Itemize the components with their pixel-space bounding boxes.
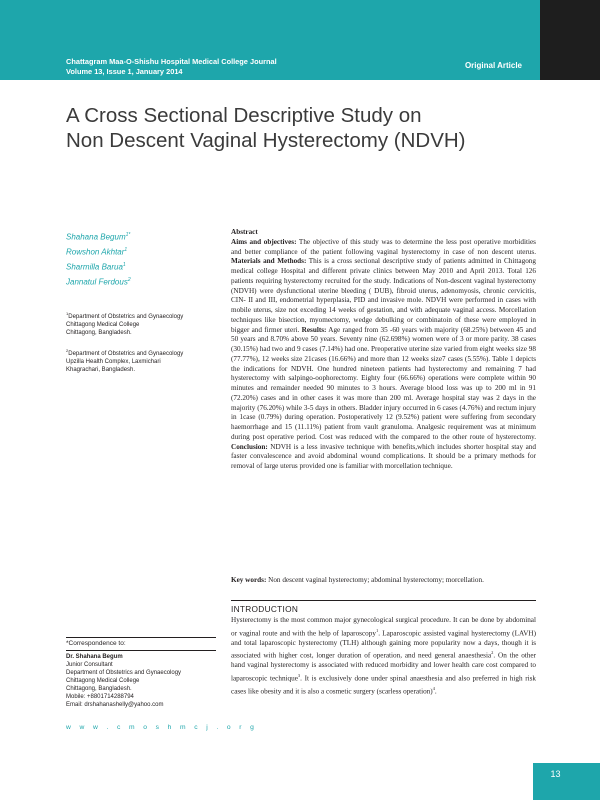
journal-website: w w w . c m o s h m c j . o r g [66,724,258,731]
introduction-body: Hysterectomy is the most common major gynecological surgical procedure. It can be done by abdominal or vaginal route and with the help of laparoscopy$^1$. Laparoscopic assisted vaginal hysterectomy (LAVH) and total laparoscopic hysterectomy (TLH) although gaining more popularity now a days, though it is associated with higher cost, longer duration of operation, and need general anaesthesia$^2$. On the other hand vaginal hysterectomy is associated with reduced morbidity and lower health care cost compared to laparoscopic technique$^3$. It is exclusively done under spinal anaesthesia and also preferred in high risk cases like obesity and it is also a cosmetic surgery (scarless operation)$^4$. [231,616,536,696]
correspondence-divider-top [66,637,216,638]
correspondence-block: Dr. Shahana Begum Junior Consultant Department of Obstetrics and Gynaecology Chittagong Medical College Chittagong, Bangladesh. Mobile: +8801714288794 Email: drshahanashelly@yahoo.com [66,653,226,709]
title-line-1: A Cross Sectional Descriptive Study on [66,104,422,127]
author: Rowshon Akhtar$^1$ [66,246,128,257]
abstract-body: Aims and objectives: The objective of this study was to determine the less post operative morbidities and better compliance of the patient following vaginal hysterectomy in case of non descent uterus. Materials and Methods: This is a cross sectional descriptive study of patients admitted in Chittagong medical college Hospital and different private clinics between May 2010 and April 2013. Total 126 patients requiring hysterectomy recruited for the study. Indications of Non-descent vaginal hysterectomy (NDVH) were dysfunctional uterine bleeding ( DUB), fibroid uterus, adenomyosis, chronic cervicitis, CIN- II and III, endometrial hyperplasia, PID and invasive mole. NDVH were performed in cases with mobile uterus, size not exceding 14 weeks of gestation, and with adequate vaginal access. Morcellation techniques like bisection, myomectomy, wedge debulking or combinatoin of these were employed in bigger and firmer uteri. Results: Age ranged from 35 -60 years with majority (68.25%) between 45 and 50 years and 8.70% above 50 years. Seventy nine (62.698%) women were of 3 or more parity. 38 cases (30.15%) had two and 9 cases (7.14%) had one. Preoperative uterine size varied from eight weeks size 98 (77.77%), 12 weeks size 21cases (16.66%) and more than 12 weeks size7 cases (5.55%). Table 1 depicts the indications for NDVH. One hundred nineteen patients had hysterectomy and remaining 7 had hysterectomy with salpingo-oophorectomy. Eighty four (66.66%) operations were complete within 90 minutes and remainder needed 90 minutes to 3 hours. Average blood loss was up to 200 ml in 91 (72.20%) cases and in other cases it was more than 200 ml. Average hospital stay was 2 days in the majority (76.20%) while 3-5 days in others. Bladder injury occurred in 6 cases (4.76%) and rectum injury in 1case (0.79%) during operation. Postoperatively 12 (9.52%) patient were suffering from secondary haemorrhage and 15 (11.11%) patient from vault granuloma. Analgesic requirement was at minimum during post operative period. Cost was reduced with the compared to the other route of hysterectomy. Conclusion: NDVH is a less invasive technique with benefits,which includes shorter hospital stay and faster convalescence and avoid abdominal wound complications. It should be a primary methods for removal of large uterus provided one is familiar with morcellation technique. [231,237,536,470]
affiliation-2: $^2$Department of Obstetrics and Gynaecology Upzilla Health Complex, Laxmichari Khagrachari, Bangladesh. [66,348,184,373]
author: Shahana Begum$^{1*}$ [66,232,131,242]
journal-issue: Volume 13, Issue 1, January 2014 [66,67,183,76]
keywords-divider [231,600,536,601]
correspondence-label: *Correspondence to: [66,640,126,647]
correspondence-name: Dr. Shahana Begum [66,654,123,660]
title-line-2: Non Descent Vaginal Hysterectomy (NDVH) [66,129,466,152]
journal-name: Chattagram Maa-O-Shishu Hospital Medical College Journal [66,57,277,66]
affiliation-1: $^1$Department of Obstetrics and Gynaecology Chittagong Medical College Chittagong, Bangladesh. [66,311,184,336]
keywords: Key words: Non descent vaginal hysterectomy; abdominal hysterectomy; morcellation. [231,576,484,584]
header-dark-block [540,0,600,80]
abstract [231,228,536,472]
abstract-heading: Abstract [231,228,258,236]
author: Sharmilla Barua$^1$ [66,261,126,272]
correspondence-divider [66,650,216,651]
author: Jannatul Ferdous$^2$ [66,276,131,287]
introduction-heading: INTRODUCTION [231,604,299,614]
correspondence-email: Email: drshahanashelly@yahoo.com [66,702,164,708]
correspondence-mobile: Mobile: +8801714288794 [66,694,134,700]
author-list [66,229,131,289]
article-type: Original Article [464,61,522,70]
page-number: 13 [550,769,561,779]
article-title [66,103,536,153]
